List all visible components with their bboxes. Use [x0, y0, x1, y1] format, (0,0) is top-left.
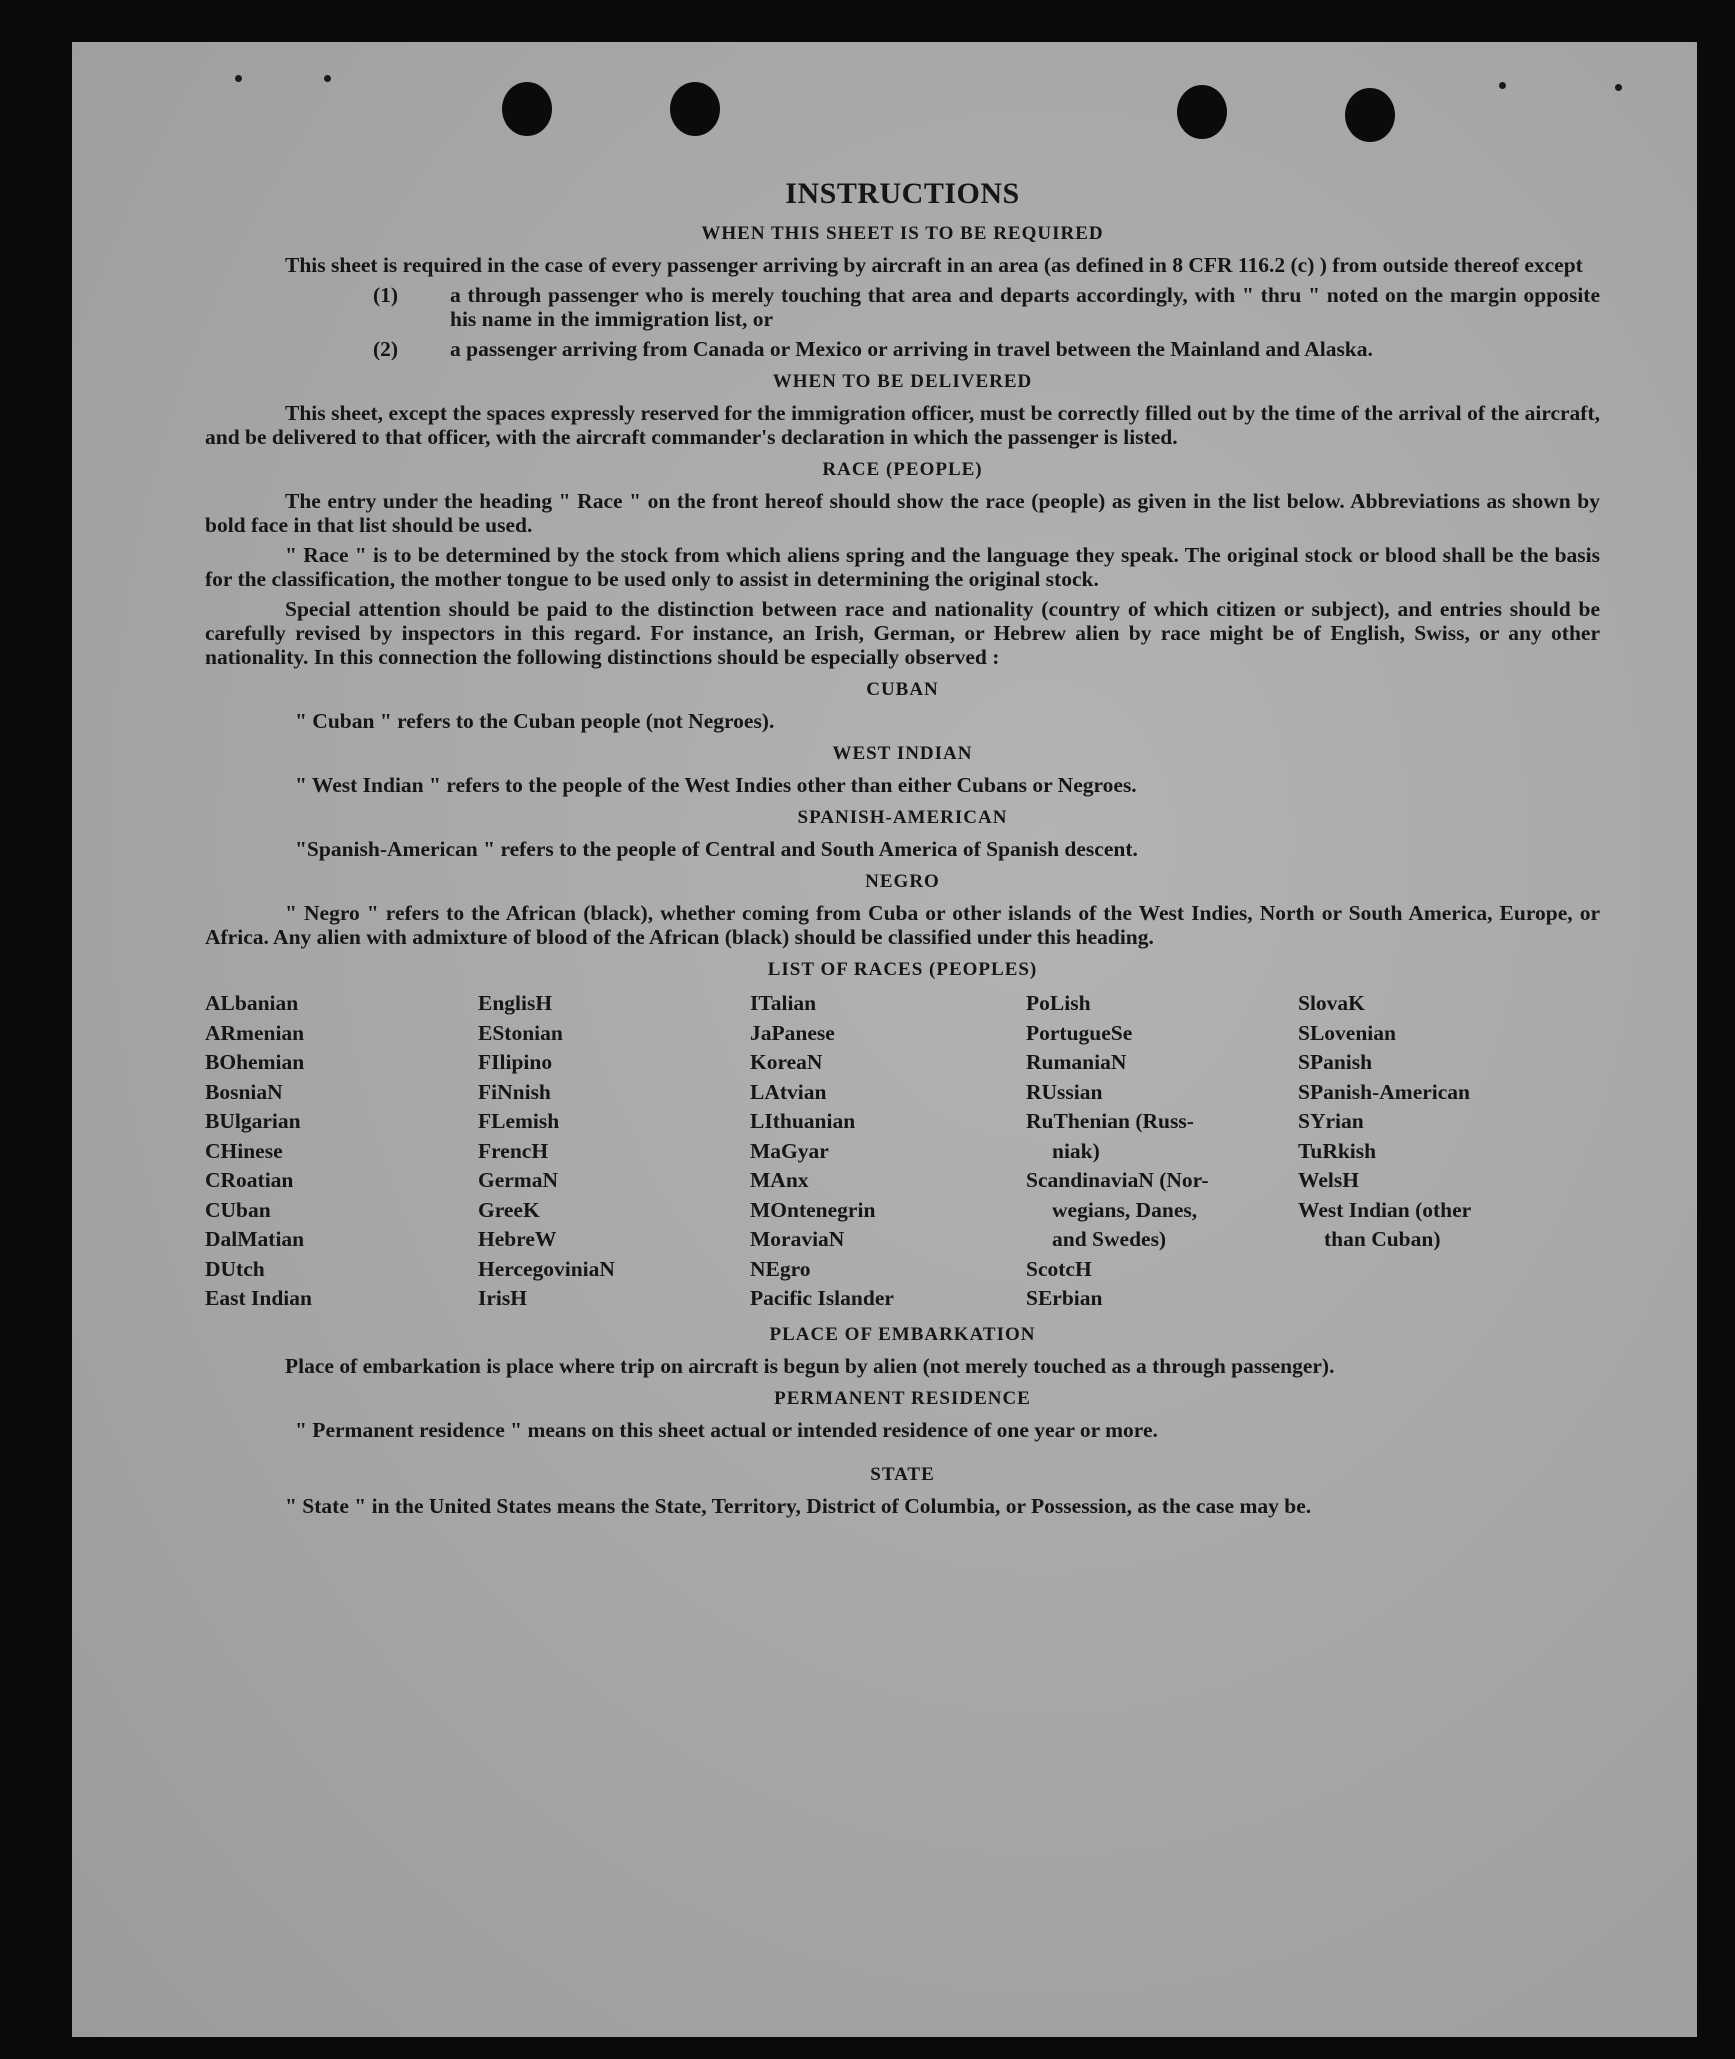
- race-entry: JaPanese: [750, 1020, 835, 1045]
- heading-state: STATE: [870, 1463, 935, 1485]
- heading-when-delivered: WHEN TO BE DELIVERED: [772, 371, 1033, 392]
- race-entry: SPanish: [1298, 1050, 1373, 1074]
- exception-number: (1): [373, 283, 399, 307]
- race-entry-continued: wegians, Danes,: [1052, 1197, 1198, 1222]
- race-column: [205, 989, 478, 1314]
- heading-permanent-residence: PERMANENT RESIDENCE: [774, 1387, 1031, 1409]
- race-entry-continued: than Cuban): [1324, 1227, 1441, 1251]
- punch-hole: [1345, 88, 1395, 142]
- race-entry: BOhemian: [205, 1050, 305, 1074]
- race-paragraph-3: Special attention should be paid to the distinction between race and nationality (country of which citizen or subject), and entries should be carefully revised by inspectors in this regard. For instance, an Irish, German, or Hebrew alien by race might be of English, Swiss, or any other nationality. In this connection the following distinctions should be especially observed :: [205, 597, 1600, 669]
- heading-cuban: CUBAN: [866, 679, 939, 700]
- race-entry: KoreaN: [750, 1050, 823, 1074]
- race-entry: ScotcH: [1026, 1256, 1092, 1281]
- race-entry: SPanish-American: [1298, 1079, 1470, 1104]
- race-entry: EStonian: [478, 1020, 563, 1045]
- heading-when-required: WHEN THIS SHEET IS TO BE REQUIRED: [701, 223, 1104, 244]
- race-entry: MOntenegrin: [750, 1197, 876, 1222]
- race-entry: LAtvian: [750, 1079, 827, 1104]
- heading-west-indian: WEST INDIAN: [832, 743, 973, 764]
- when-required-text: This sheet is required in the case of every passenger arriving by aircraft in an area (as defined in 8 CFR 116.2 (c) ) from outside thereof except: [285, 253, 1583, 277]
- negro-definition: " Negro " refers to the African (black), whether coming from Cuba or other islands of the West Indies, North or South America, Europe, or Africa. Any alien with admixture of blood of the African (black) should be classified under this heading.: [205, 901, 1600, 949]
- race-entry: ITalian: [750, 991, 817, 1015]
- heading-race: RACE (PEOPLE): [822, 459, 983, 480]
- race-entry: CHinese: [205, 1138, 283, 1163]
- exception-item: [205, 283, 1600, 331]
- document-sheet: [72, 42, 1697, 2037]
- race-entry: DalMatian: [205, 1227, 305, 1251]
- race-entry: CUban: [205, 1197, 271, 1222]
- race-column: [750, 989, 1026, 1314]
- race-entry: HebreW: [478, 1227, 557, 1251]
- heading-embarkation: PLACE OF EMBARKATION: [769, 1323, 1036, 1345]
- race-entry: IrisH: [478, 1286, 527, 1310]
- race-entry: SLovenian: [1298, 1020, 1396, 1045]
- cuban-definition: " Cuban " refers to the Cuban people (not Negroes).: [295, 709, 775, 733]
- race-entry: RumaniaN: [1026, 1050, 1127, 1074]
- race-entry: PoLish: [1026, 991, 1091, 1015]
- race-entry: West Indian (other: [1298, 1197, 1472, 1222]
- speck: [324, 75, 331, 82]
- heading-list-of-races: LIST OF RACES (PEOPLES): [767, 959, 1038, 980]
- race-entry: FLemish: [478, 1109, 560, 1133]
- embarkation-text: Place of embarkation is place where trip on aircraft is begun by alien (not merely touched as a through passenger).: [285, 1353, 1335, 1378]
- race-entry: WelsH: [1298, 1168, 1359, 1192]
- speck: [235, 75, 242, 82]
- race-entry: MoraviaN: [750, 1227, 845, 1251]
- race-paragraph-2: " Race " is to be determined by the stock from which aliens spring and the language they speak. The original stock or blood shall be the basis for the classification, the mother tongue to be used only to assist in determining the original stock.: [205, 543, 1600, 591]
- race-entry: RUssian: [1026, 1079, 1103, 1104]
- race-column: [1026, 989, 1298, 1314]
- race-column: [478, 989, 750, 1314]
- heading-negro: NEGRO: [865, 871, 940, 892]
- exception-text: a passenger arriving from Canada or Mexico or arriving in travel between the Mainland and Alaska.: [450, 337, 1373, 361]
- race-entry: TuRkish: [1298, 1138, 1377, 1163]
- page-title: INSTRUCTIONS: [785, 177, 1020, 210]
- race-entry: FIlipino: [478, 1050, 553, 1074]
- race-entry: GreeK: [478, 1197, 540, 1222]
- speck: [1499, 82, 1506, 89]
- state-text: " State " in the United States means the State, Territory, District of Columbia, or Possession, as the case may be.: [285, 1493, 1312, 1518]
- punch-hole: [502, 82, 552, 136]
- race-entry: PortugueSe: [1026, 1020, 1133, 1045]
- residence-text: " Permanent residence " means on this sheet actual or intended residence of one year or more.: [295, 1417, 1158, 1442]
- race-list: [205, 989, 1600, 1314]
- race-entry: Pacific Islander: [750, 1286, 894, 1310]
- race-entry: DUtch: [205, 1256, 265, 1281]
- race-entry: ARmenian: [205, 1020, 305, 1045]
- race-paragraph-1: The entry under the heading " Race " on the front hereof should show the race (people) as given in the list below. Abbreviations as shown by bold face in that list should be used.: [205, 489, 1600, 537]
- heading-spanish-american: SPANISH-AMERICAN: [797, 807, 1008, 828]
- race-entry: FiNnish: [478, 1079, 551, 1104]
- race-entry: FrencH: [478, 1138, 549, 1163]
- race-entry: BosniaN: [205, 1079, 283, 1104]
- race-entry: BUlgarian: [205, 1109, 301, 1133]
- punch-hole: [1177, 85, 1227, 139]
- west-indian-definition: " West Indian " refers to the people of the West Indies other than either Cubans or Negroes.: [295, 773, 1137, 797]
- race-entry: SlovaK: [1298, 991, 1365, 1015]
- race-entry: ScandinaviaN (Nor-: [1026, 1168, 1209, 1192]
- race-entry: RuThenian (Russ-: [1026, 1109, 1194, 1133]
- race-entry: East Indian: [205, 1286, 312, 1310]
- race-entry-continued: niak): [1052, 1138, 1100, 1163]
- speck: [1615, 84, 1622, 91]
- exception-text: a through passenger who is merely touching that area and departs accordingly, with " thru " noted on the margin opposite his name in the immigration list, or: [450, 283, 1600, 331]
- race-entry: LIthuanian: [750, 1109, 856, 1133]
- spanish-american-definition: "Spanish-American " refers to the people of Central and South America of Spanish descent.: [295, 837, 1138, 861]
- exception-item: [205, 337, 1600, 361]
- race-entry: ALbanian: [205, 991, 299, 1015]
- race-entry: HercegoviniaN: [478, 1256, 615, 1281]
- race-entry: EnglisH: [478, 991, 553, 1015]
- race-entry: MAnx: [750, 1168, 809, 1192]
- race-entry: SErbian: [1026, 1286, 1103, 1310]
- exception-number: (2): [373, 337, 399, 361]
- race-entry: GermaN: [478, 1168, 558, 1192]
- race-entry: MaGyar: [750, 1138, 829, 1163]
- race-entry-continued: and Swedes): [1052, 1227, 1167, 1251]
- punch-hole: [670, 82, 720, 136]
- when-delivered-text: This sheet, except the spaces expressly reserved for the immigration officer, must be correctly filled out by the time of the arrival of the aircraft, and be delivered to that officer, with the aircraft commander's declaration in which the passenger is listed.: [205, 401, 1600, 449]
- race-entry: CRoatian: [205, 1168, 294, 1192]
- race-entry: NEgro: [750, 1256, 811, 1281]
- race-column: [1298, 989, 1598, 1314]
- race-entry: SYrian: [1298, 1109, 1364, 1133]
- instructions-content: [205, 177, 1600, 1524]
